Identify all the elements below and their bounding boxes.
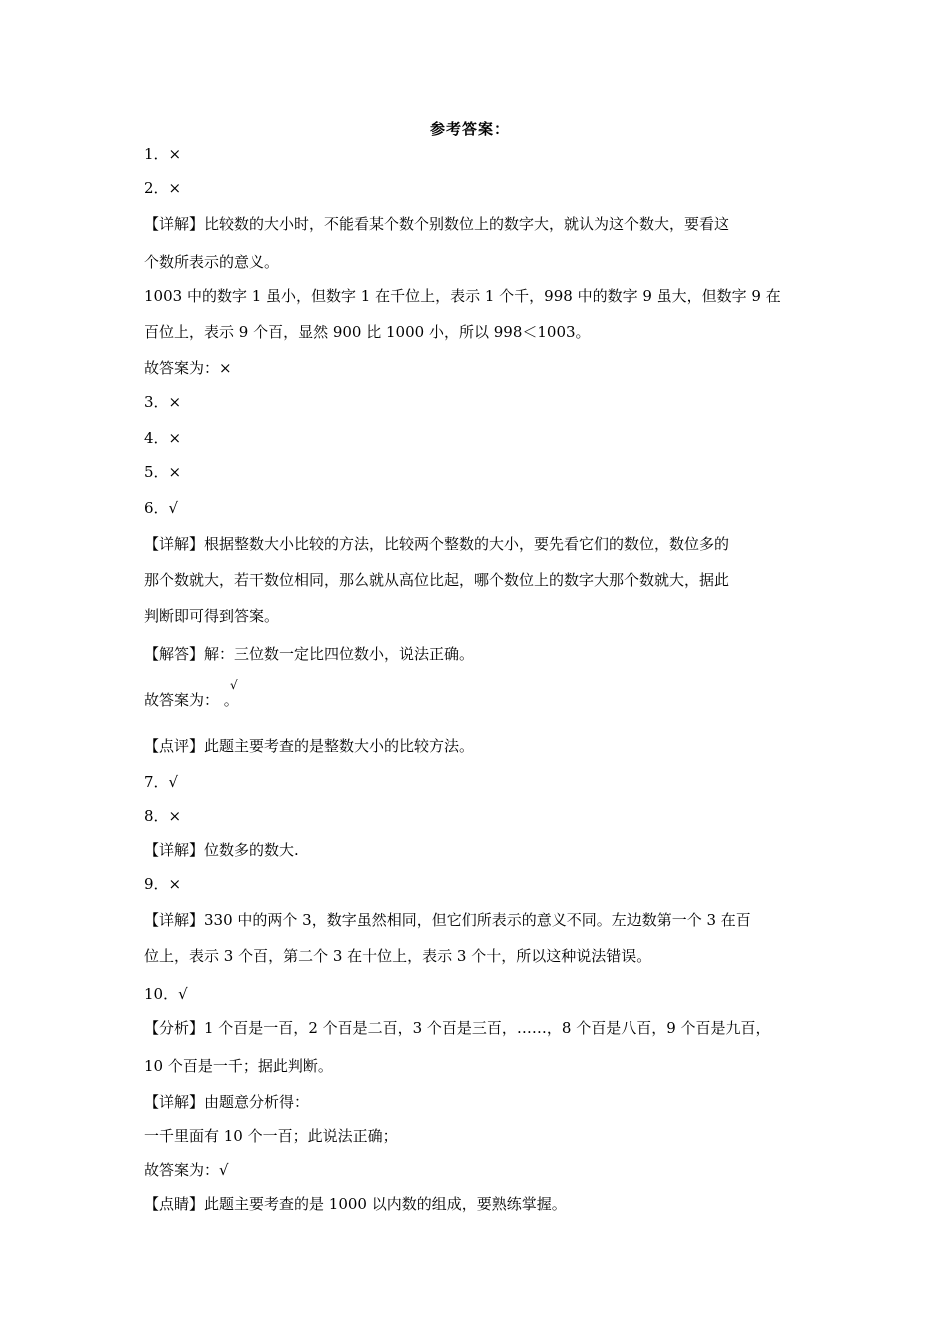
answer-line: 【解答】解：三位数一定比四位数小，说法正确。 bbox=[144, 645, 475, 663]
answer-line: 判断即可得到答案。 bbox=[144, 607, 280, 625]
answer-line: 百位上，表示 9 个百，显然 900 比 1000 小，所以 998＜1003。 bbox=[144, 323, 591, 341]
answer-line: 7．√ bbox=[144, 773, 179, 791]
answer-line: 故答案为： 。 bbox=[144, 691, 239, 709]
answer-line: 8．× bbox=[144, 807, 182, 825]
answer-line: 4．× bbox=[144, 429, 182, 447]
answer-line: 2．× bbox=[144, 179, 182, 197]
answer-line: 【详解】比较数的大小时，不能看某个数个别数位上的数字大，就认为这个数大，要看这 bbox=[144, 215, 730, 233]
answer-line: 【点评】此题主要考查的是整数大小的比较方法。 bbox=[144, 737, 475, 755]
answer-line: 【详解】由题意分析得： bbox=[144, 1093, 310, 1111]
answer-line: 5．× bbox=[144, 463, 182, 481]
answer-line: 【详解】根据整数大小比较的方法，比较两个整数的大小，要先看它们的数位，数位多的 bbox=[144, 535, 730, 553]
answer-line: 6．√ bbox=[144, 499, 179, 517]
answer-line: 个数所表示的意义。 bbox=[144, 253, 280, 271]
page-title: 参考答案： bbox=[429, 120, 510, 138]
answer-line: 位上，表示 3 个百，第二个 3 在十位上，表示 3 个十，所以这种说法错误。 bbox=[144, 947, 652, 965]
answer-line: 10．√ bbox=[144, 985, 188, 1003]
answer-line: 故答案为：× bbox=[144, 359, 232, 377]
answer-line: 【分析】1 个百是一百，2 个百是二百，3 个百是三百，……，8 个百是八百，9 个百是九百， bbox=[144, 1019, 771, 1037]
answer-line: 【详解】330 中的两个 3，数字虽然相同，但它们所表示的意义不同。左边数第一个 3 在百 bbox=[144, 911, 751, 929]
answer-line: 【详解】位数多的数大. bbox=[144, 841, 299, 859]
answer-line: 一千里面有 10 个一百；此说法正确； bbox=[144, 1127, 398, 1145]
answer-line: 1．× bbox=[144, 145, 182, 163]
answer-line: 那个数就大，若干数位相同，那么就从高位比起，哪个数位上的数字大那个数就大，据此 bbox=[144, 571, 730, 589]
answer-line: 10 个百是一千；据此判断。 bbox=[144, 1057, 333, 1075]
check-mark: √ bbox=[230, 678, 238, 692]
answer-line: 故答案为：√ bbox=[144, 1161, 229, 1179]
answer-line: 9．× bbox=[144, 875, 182, 893]
answer-line: 3．× bbox=[144, 393, 182, 411]
answer-line: 1003 中的数字 1 虽小，但数字 1 在千位上，表示 1 个千，998 中的数字 9 虽大，但数字 9 在 bbox=[144, 287, 781, 305]
answer-line: 【点睛】此题主要考查的是 1000 以内数的组成，要熟练掌握。 bbox=[144, 1195, 567, 1213]
